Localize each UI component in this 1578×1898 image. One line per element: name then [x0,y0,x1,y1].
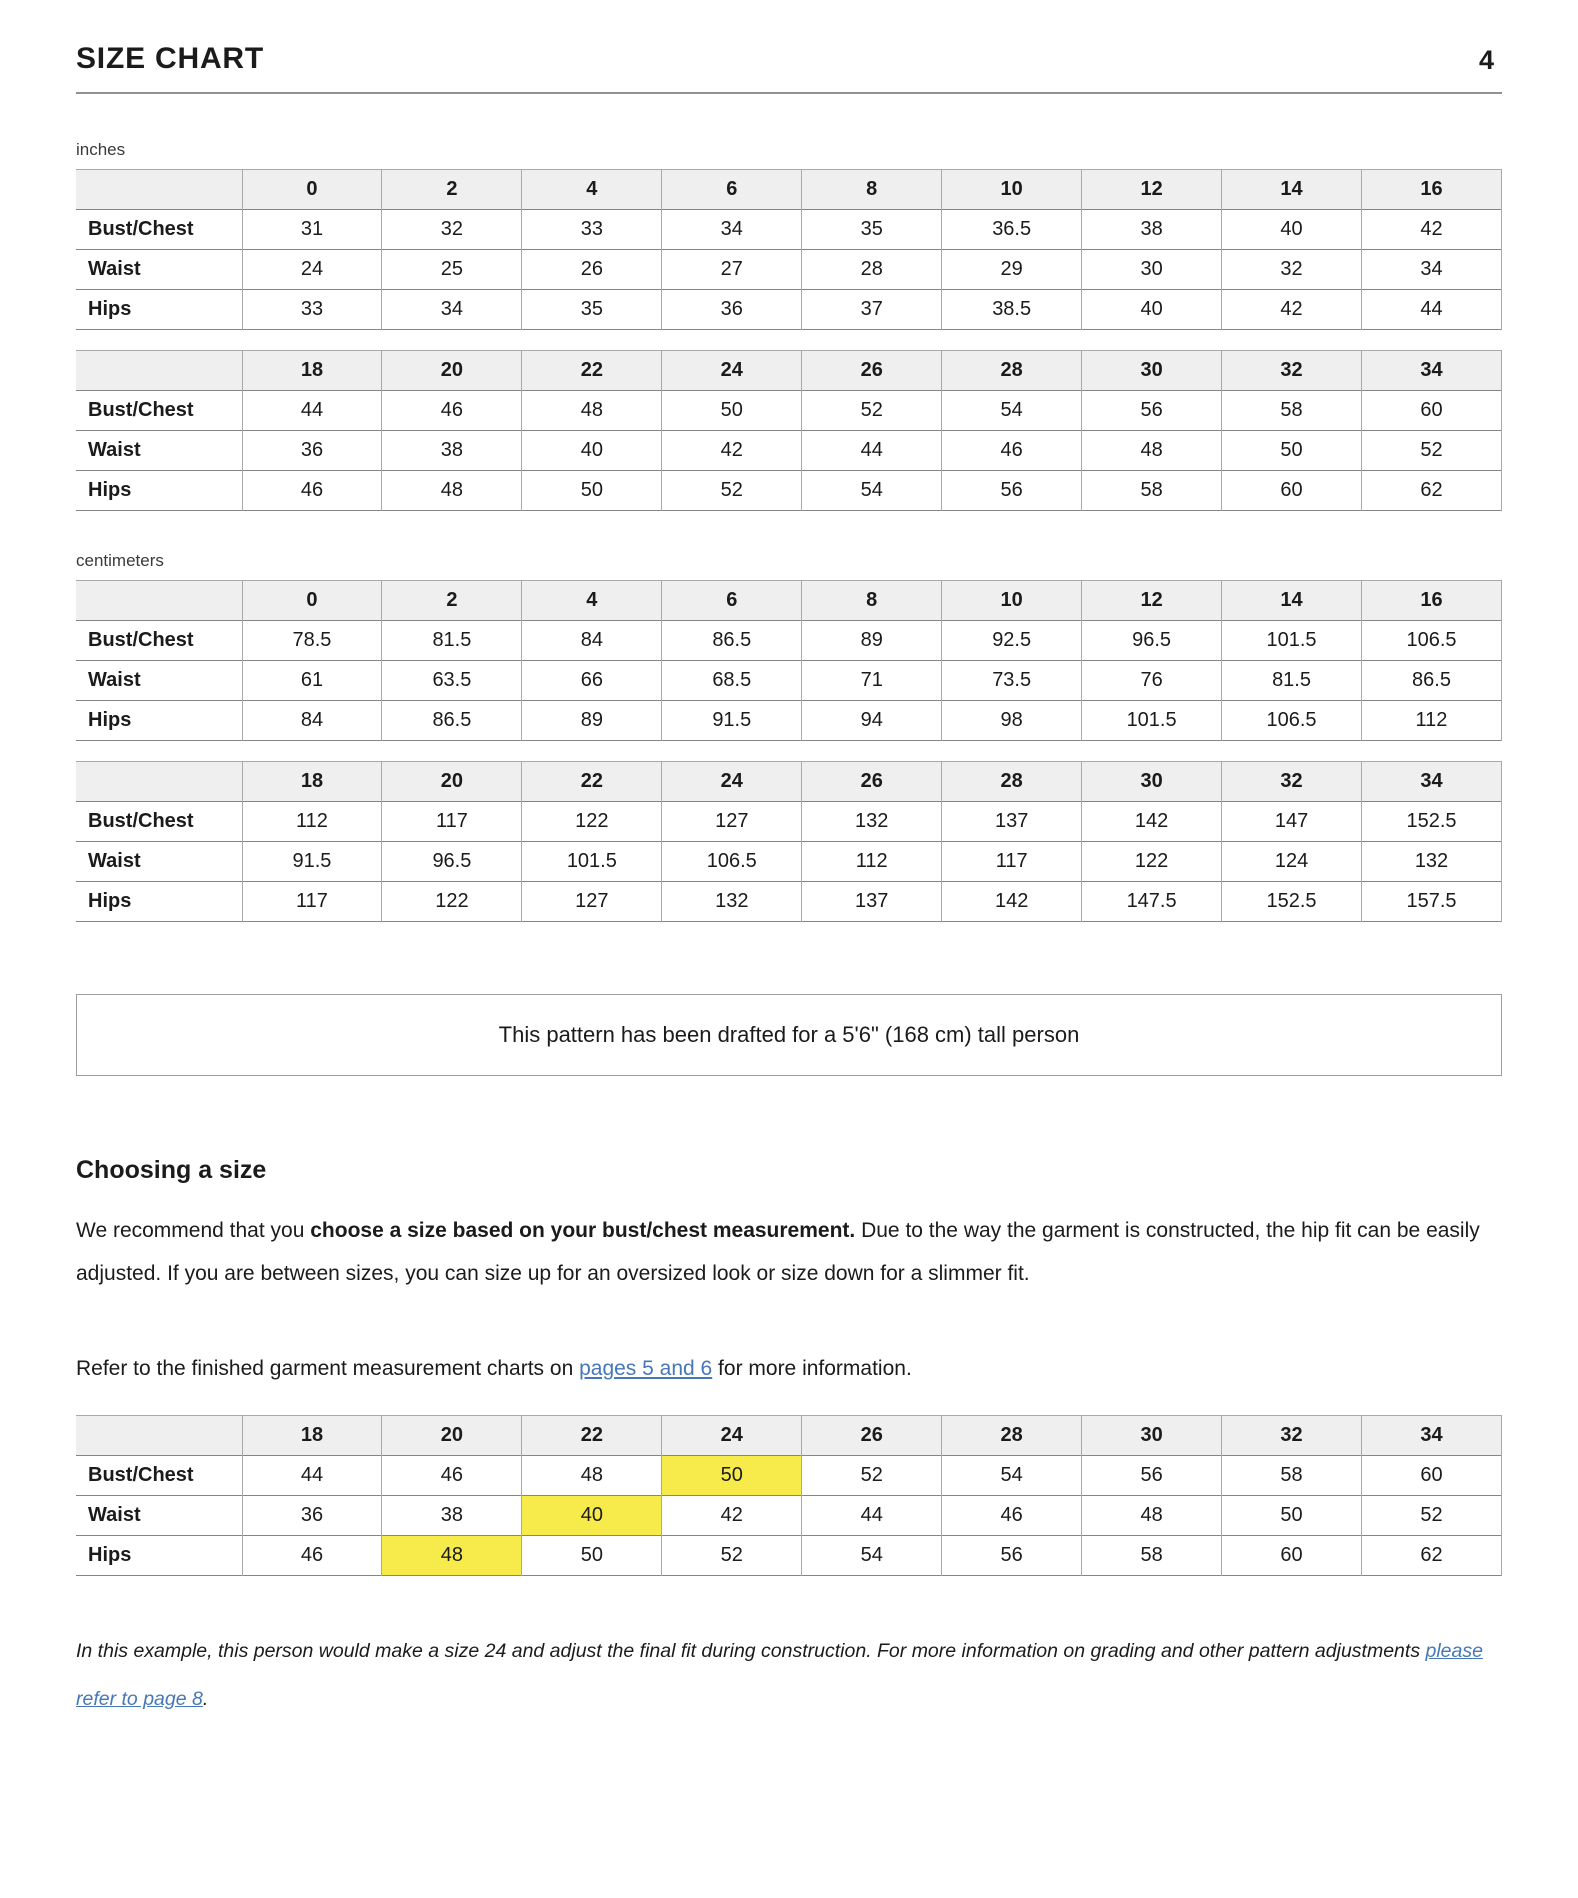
measurement-row [76,661,1502,701]
measurement-value-cell: 60 [1222,471,1362,511]
measurement-value-cell: 54 [942,1456,1082,1496]
measurement-value-cell: 52 [662,471,802,511]
size-table-cm-18-34 [76,761,1502,922]
choosing-size-paragraph [76,1209,1502,1295]
refer-text-1: Refer to the finished garment measurement charts on [76,1357,580,1381]
size-column-header: 12 [1082,581,1222,621]
measurement-value-cell: 46 [942,431,1082,471]
measurement-value-cell: 52 [802,1456,942,1496]
measurement-value-cell: 101.5 [1222,621,1362,661]
measurement-value-cell: 84 [242,701,382,741]
measurement-value-cell: 112 [242,802,382,842]
measurement-value-cell: 36 [662,290,802,330]
measurement-value-cell: 24 [242,250,382,290]
measurement-value-cell: 42 [662,431,802,471]
measurement-value-cell: 68.5 [662,661,802,701]
row-label-cell: Hips [76,882,242,922]
size-column-header: 20 [382,351,522,391]
measurement-value-cell: 112 [802,842,942,882]
measurement-value-cell: 52 [802,391,942,431]
size-column-header: 0 [242,170,382,210]
size-column-header: 0 [242,581,382,621]
highlighted-value-cell: 50 [662,1456,802,1496]
measurement-value-cell: 56 [942,471,1082,511]
measurement-value-cell: 44 [802,431,942,471]
pages-5-6-link[interactable]: pages 5 and 6 [579,1357,713,1381]
paragraph-text-2: Due to the way the garment is constructed, the hip fit can be easily adjusted. If you are between sizes, you can size up for an oversized look or size down for a slimmer fit. [76,1219,1480,1286]
measurement-value-cell: 25 [382,250,522,290]
measurement-value-cell: 37 [802,290,942,330]
size-column-header: 34 [1362,351,1502,391]
size-column-header: 24 [662,762,802,802]
measurement-value-cell: 32 [1222,250,1362,290]
size-column-header: 4 [522,170,662,210]
size-column-header: 26 [802,351,942,391]
measurement-value-cell: 117 [942,842,1082,882]
measurement-value-cell: 38 [1082,210,1222,250]
measurement-value-cell: 38 [382,431,522,471]
measurement-value-cell: 48 [1082,1496,1222,1536]
size-column-header: 24 [662,351,802,391]
measurement-value-cell: 44 [242,391,382,431]
measurement-row [76,1456,1502,1496]
row-label-cell: Bust/Chest [76,621,242,661]
measurement-value-cell: 132 [1362,842,1502,882]
measurement-value-cell: 73.5 [942,661,1082,701]
page-8-link[interactable]: please refer to page 8 [76,1640,1483,1710]
measurement-row [76,1496,1502,1536]
measurement-value-cell: 91.5 [662,701,802,741]
measurement-value-cell: 96.5 [382,842,522,882]
size-column-header: 8 [802,170,942,210]
page-title: SIZE CHART [76,42,264,75]
row-label-cell: Hips [76,701,242,741]
size-header-row [76,581,1502,621]
size-header-row [76,762,1502,802]
measurement-value-cell: 42 [1222,290,1362,330]
corner-cell [76,762,242,802]
measurement-value-cell: 62 [1362,471,1502,511]
measurement-value-cell: 122 [382,882,522,922]
measurement-value-cell: 60 [1222,1536,1362,1576]
corner-cell [76,351,242,391]
measurement-value-cell: 50 [662,391,802,431]
refer-line [76,1357,1502,1381]
measurement-value-cell: 33 [522,210,662,250]
measurement-value-cell: 112 [1362,701,1502,741]
measurement-value-cell: 30 [1082,250,1222,290]
footnote-text-2: . [202,1687,209,1710]
measurement-value-cell: 89 [802,621,942,661]
size-column-header: 20 [382,1416,522,1456]
measurement-value-cell: 36.5 [942,210,1082,250]
measurement-value-cell: 91.5 [242,842,382,882]
corner-cell [76,1416,242,1456]
measurement-value-cell: 142 [1082,802,1222,842]
measurement-value-cell: 89 [522,701,662,741]
measurement-value-cell: 142 [942,882,1082,922]
measurement-value-cell: 46 [382,391,522,431]
size-column-header: 22 [522,1416,662,1456]
measurement-value-cell: 33 [242,290,382,330]
size-column-header: 6 [662,170,802,210]
measurement-value-cell: 127 [522,882,662,922]
measurement-value-cell: 40 [522,431,662,471]
size-column-header: 32 [1222,351,1362,391]
measurement-value-cell: 92.5 [942,621,1082,661]
size-column-header: 8 [802,581,942,621]
header-rule [76,92,1502,94]
measurement-value-cell: 48 [522,391,662,431]
measurement-row [76,802,1502,842]
paragraph-text-1: We recommend that you [76,1219,311,1242]
footnote [76,1628,1502,1724]
measurement-value-cell: 101.5 [1082,701,1222,741]
size-column-header: 22 [522,351,662,391]
measurement-row [76,250,1502,290]
measurement-row [76,621,1502,661]
size-column-header: 18 [242,762,382,802]
page-header [76,42,1502,76]
row-label-cell: Hips [76,1536,242,1576]
measurement-value-cell: 28 [802,250,942,290]
measurement-value-cell: 46 [942,1496,1082,1536]
size-column-header: 2 [382,581,522,621]
row-label-cell: Hips [76,290,242,330]
size-column-header: 34 [1362,762,1502,802]
measurement-value-cell: 56 [1082,391,1222,431]
size-column-header: 28 [942,1416,1082,1456]
size-column-header: 16 [1362,581,1502,621]
measurement-value-cell: 54 [802,471,942,511]
measurement-row [76,842,1502,882]
measurement-value-cell: 66 [522,661,662,701]
measurement-value-cell: 62 [1362,1536,1502,1576]
size-column-header: 10 [942,581,1082,621]
corner-cell [76,170,242,210]
size-column-header: 30 [1082,351,1222,391]
row-label-cell: Bust/Chest [76,210,242,250]
measurement-value-cell: 34 [1362,250,1502,290]
size-column-header: 14 [1222,581,1362,621]
measurement-row [76,391,1502,431]
row-label-cell: Bust/Chest [76,391,242,431]
measurement-value-cell: 76 [1082,661,1222,701]
measurement-value-cell: 42 [1362,210,1502,250]
measurement-row [76,210,1502,250]
measurement-value-cell: 96.5 [1082,621,1222,661]
page-number: 4 [1478,45,1494,75]
measurement-value-cell: 27 [662,250,802,290]
row-label-cell: Hips [76,471,242,511]
measurement-value-cell: 34 [662,210,802,250]
measurement-row [76,290,1502,330]
size-column-header: 26 [802,762,942,802]
measurement-row [76,1536,1502,1576]
measurement-value-cell: 81.5 [382,621,522,661]
measurement-value-cell: 147.5 [1082,882,1222,922]
measurement-value-cell: 46 [242,1536,382,1576]
size-column-header: 14 [1222,170,1362,210]
measurement-value-cell: 81.5 [1222,661,1362,701]
measurement-value-cell: 58 [1082,471,1222,511]
paragraph-bold-text: choose a size based on your bust/chest measurement. [310,1219,856,1242]
measurement-value-cell: 78.5 [242,621,382,661]
measurement-value-cell: 106.5 [1362,621,1502,661]
size-header-row [76,1416,1502,1456]
size-column-header: 30 [1082,762,1222,802]
size-column-header: 2 [382,170,522,210]
measurement-value-cell: 31 [242,210,382,250]
size-table-example-18-34 [76,1415,1502,1576]
row-label-cell: Bust/Chest [76,802,242,842]
measurement-value-cell: 101.5 [522,842,662,882]
row-label-cell: Bust/Chest [76,1456,242,1496]
measurement-value-cell: 152.5 [1362,802,1502,842]
unit-label-centimeters: centimeters [76,551,164,570]
measurement-value-cell: 122 [522,802,662,842]
size-column-header: 18 [242,1416,382,1456]
size-column-header: 32 [1222,762,1362,802]
measurement-value-cell: 54 [802,1536,942,1576]
size-column-header: 26 [802,1416,942,1456]
measurement-value-cell: 32 [382,210,522,250]
size-column-header: 16 [1362,170,1502,210]
measurement-value-cell: 71 [802,661,942,701]
measurement-value-cell: 58 [1222,391,1362,431]
measurement-value-cell: 42 [662,1496,802,1536]
measurement-value-cell: 106.5 [1222,701,1362,741]
measurement-value-cell: 50 [1222,1496,1362,1536]
measurement-value-cell: 94 [802,701,942,741]
measurement-value-cell: 46 [242,471,382,511]
measurement-value-cell: 157.5 [1362,882,1502,922]
row-label-cell: Waist [76,431,242,471]
measurement-value-cell: 48 [382,471,522,511]
measurement-row [76,882,1502,922]
size-column-header: 32 [1222,1416,1362,1456]
measurement-value-cell: 117 [382,802,522,842]
refer-text-2: for more information. [712,1357,912,1381]
size-table-cm-0-16 [76,580,1502,741]
row-label-cell: Waist [76,250,242,290]
unit-label-inches: inches [76,140,126,159]
row-label-cell: Waist [76,1496,242,1536]
measurement-value-cell: 124 [1222,842,1362,882]
footnote-text-1: In this example, this person would make a size 24 and adjust the final fit during construction. For more information on grading and other pattern adjustments [76,1640,1426,1663]
measurement-value-cell: 106.5 [662,842,802,882]
measurement-value-cell: 127 [662,802,802,842]
size-column-header: 28 [942,351,1082,391]
measurement-value-cell: 86.5 [662,621,802,661]
choosing-size-heading: Choosing a size [76,1156,267,1184]
measurement-value-cell: 50 [522,471,662,511]
size-table-inches-18-34 [76,350,1502,511]
measurement-value-cell: 122 [1082,842,1222,882]
size-column-header: 10 [942,170,1082,210]
measurement-value-cell: 36 [242,431,382,471]
measurement-value-cell: 61 [242,661,382,701]
measurement-value-cell: 38 [382,1496,522,1536]
measurement-value-cell: 86.5 [382,701,522,741]
size-column-header: 28 [942,762,1082,802]
measurement-value-cell: 60 [1362,391,1502,431]
measurement-value-cell: 137 [942,802,1082,842]
row-label-cell: Waist [76,661,242,701]
size-table-inches-0-16 [76,169,1502,330]
measurement-value-cell: 132 [662,882,802,922]
measurement-value-cell: 58 [1222,1456,1362,1496]
measurement-value-cell: 52 [1362,431,1502,471]
highlighted-value-cell: 48 [382,1536,522,1576]
measurement-value-cell: 98 [942,701,1082,741]
size-column-header: 6 [662,581,802,621]
measurement-value-cell: 38.5 [942,290,1082,330]
measurement-value-cell: 44 [1362,290,1502,330]
measurement-value-cell: 86.5 [1362,661,1502,701]
note-box [76,994,1502,1076]
measurement-value-cell: 58 [1082,1536,1222,1576]
measurement-value-cell: 52 [662,1536,802,1576]
measurement-value-cell: 137 [802,882,942,922]
measurement-value-cell: 48 [522,1456,662,1496]
measurement-value-cell: 152.5 [1222,882,1362,922]
measurement-row [76,471,1502,511]
measurement-value-cell: 56 [942,1536,1082,1576]
measurement-value-cell: 56 [1082,1456,1222,1496]
measurement-value-cell: 84 [522,621,662,661]
measurement-value-cell: 46 [382,1456,522,1496]
measurement-value-cell: 132 [802,802,942,842]
size-column-header: 20 [382,762,522,802]
size-column-header: 4 [522,581,662,621]
measurement-row [76,431,1502,471]
measurement-value-cell: 44 [242,1456,382,1496]
measurement-value-cell: 34 [382,290,522,330]
measurement-value-cell: 147 [1222,802,1362,842]
measurement-value-cell: 50 [522,1536,662,1576]
corner-cell [76,581,242,621]
measurement-row [76,701,1502,741]
measurement-value-cell: 35 [522,290,662,330]
measurement-value-cell: 50 [1222,431,1362,471]
measurement-value-cell: 44 [802,1496,942,1536]
size-column-header: 30 [1082,1416,1222,1456]
size-column-header: 22 [522,762,662,802]
size-column-header: 34 [1362,1416,1502,1456]
measurement-value-cell: 48 [1082,431,1222,471]
note-text: This pattern has been drafted for a 5'6" (168 cm) tall person [498,1022,1080,1047]
size-column-header: 12 [1082,170,1222,210]
measurement-value-cell: 54 [942,391,1082,431]
row-label-cell: Waist [76,842,242,882]
size-column-header: 24 [662,1416,802,1456]
measurement-value-cell: 40 [1222,210,1362,250]
size-column-header: 18 [242,351,382,391]
measurement-value-cell: 40 [1082,290,1222,330]
size-header-row [76,170,1502,210]
measurement-value-cell: 26 [522,250,662,290]
measurement-value-cell: 29 [942,250,1082,290]
measurement-value-cell: 63.5 [382,661,522,701]
measurement-value-cell: 35 [802,210,942,250]
size-header-row [76,351,1502,391]
measurement-value-cell: 60 [1362,1456,1502,1496]
measurement-value-cell: 52 [1362,1496,1502,1536]
highlighted-value-cell: 40 [522,1496,662,1536]
measurement-value-cell: 117 [242,882,382,922]
measurement-value-cell: 36 [242,1496,382,1536]
